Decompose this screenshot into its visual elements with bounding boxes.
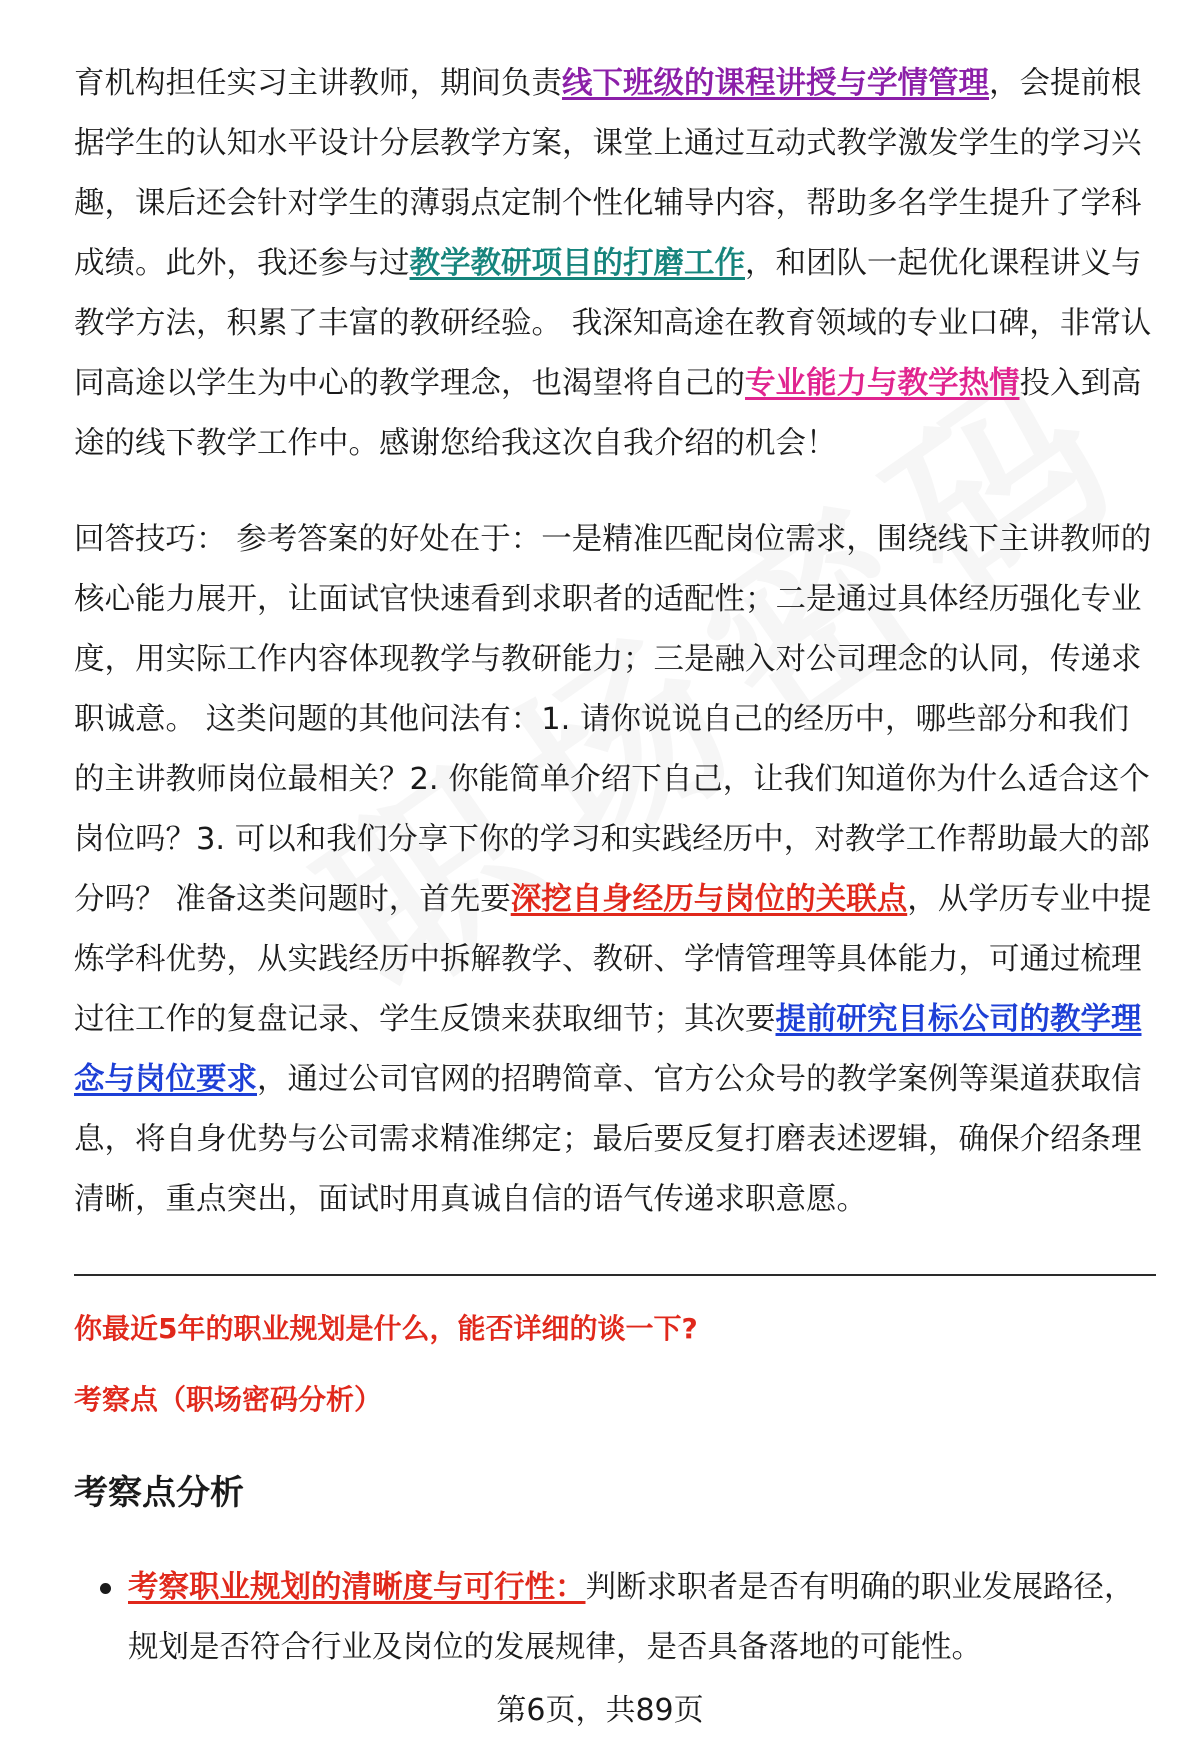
interview-question: 你最近5年的职业规划是什么，能否详细的谈一下?: [74, 1312, 698, 1345]
intro-text-4: 投入到高途的线下教学工作中。感谢您给我这次自我介绍的机会！: [74, 366, 1142, 461]
highlight-ability-passion: 专业能力与教学热情: [745, 366, 1020, 401]
section-divider: [74, 1274, 1156, 1276]
bullet-dot-icon: [100, 1583, 111, 1594]
intro-paragraph: [74, 54, 1154, 474]
highlight-research-company: 提前研究目标公司的教学理念与岗位要求: [74, 1002, 1142, 1097]
analysis-list: [74, 1558, 1156, 1678]
highlight-course-teaching: 线下班级的课程讲授与学情管理: [562, 66, 989, 101]
highlight-dig-experience: 深挖自身经历与岗位的关联点: [510, 882, 908, 917]
intro-text-2: ，会提前根据学生的认知水平设计分层教学方案，课堂上通过互动式教学激发学生的学习兴趣，课后还会针对学生的薄弱点定制个性化辅导内容，帮助多名学生提升了学科成绩。此外，我还参与过: [74, 66, 1142, 281]
exam-point-label: 考察点（职场密码分析）: [74, 1383, 383, 1416]
intro-text-3: ，和团队一起优化课程讲义与教学方法，积累了丰富的教研经验。 我深知高途在教育领域的专业口碑，非常认同高途以学生为中心的教学理念，也渴望将自己的: [74, 246, 1152, 401]
tips-text-3: ，通过公司官网的招聘简章、官方公众号的教学案例等渠道获取信息，将自身优势与公司需求精准绑定；最后要反复打磨表述逻辑，确保介绍条理清晰，重点突出，面试时用真诚自信的语气传递求职意愿。: [74, 1062, 1142, 1217]
tips-paragraph: [74, 510, 1154, 1230]
list-item: [74, 1558, 1156, 1678]
bullet-text: 判断求职者是否有明确的职业发展路径，规划是否符合行业及岗位的发展规律，是否具备落地的可能性。: [128, 1570, 1135, 1665]
page-number: 第6页，共89页: [496, 1693, 704, 1728]
section-heading: 考察点分析: [74, 1473, 244, 1513]
tips-text-2: ，从学历专业中提炼学科优势，从实践经历中拆解教学、教研、学情管理等具体能力，可通过梳理过往工作的复盘记录、学生反馈来获取细节；其次要: [74, 882, 1152, 1037]
intro-text-1: 育机构担任实习主讲教师，期间负责: [74, 66, 562, 101]
tips-text-1: 回答技巧： 参考答案的好处在于：一是精准匹配岗位需求，围绕线下主讲教师的核心能力展开，让面试官快速看到求职者的适配性；二是通过具体经历强化专业度，用实际工作内容体现教学与教研能力；三是融入对公司理念的认同，传递求职诚意。 这类问题的其他问法有：1. 请你说说自己的经历中，哪些部分和我们的主讲教师岗位最相关？2. 你能简单介绍下自己，让我们知道你为什么适合这个岗位吗？3. 可以和我们分享下你的学习和实践经历中，对教学工作帮助最大的部分吗？ 准备这类问题时，首先要: [74, 522, 1152, 917]
bullet-title: 考察职业规划的清晰度与可行性：: [128, 1570, 586, 1605]
highlight-research-project: 教学教研项目的打磨工作: [409, 246, 745, 281]
